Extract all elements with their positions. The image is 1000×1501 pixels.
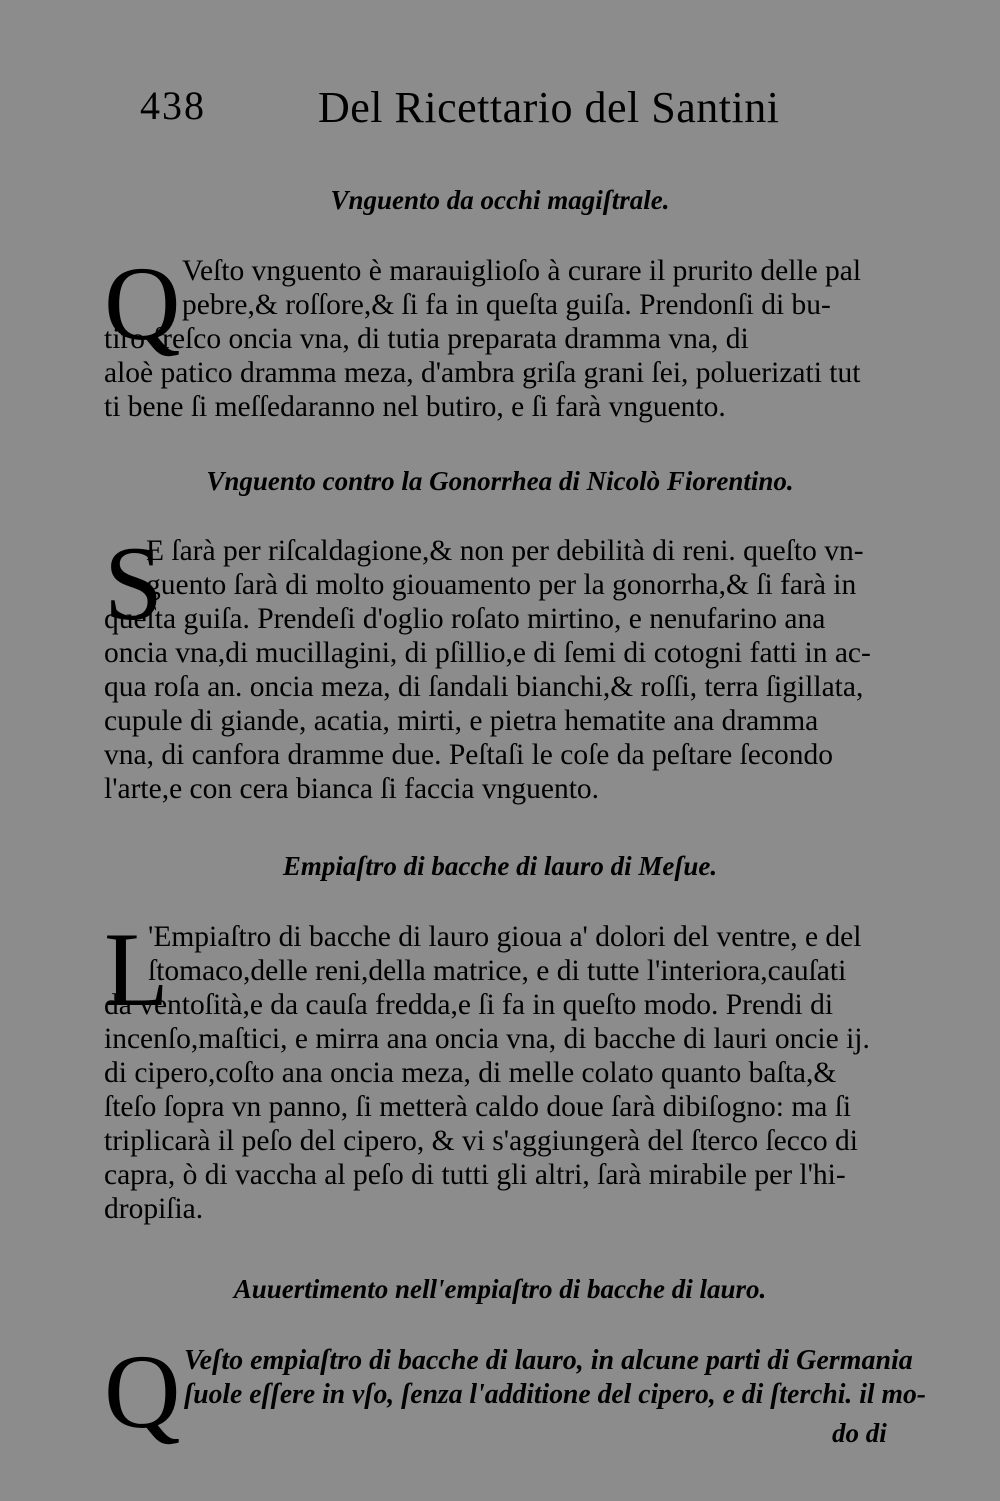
- text-line: qua roſa an. oncia meza, di ſandali bianchi,& roſſi, terra ſigillata,: [104, 671, 864, 703]
- running-head: [0, 82, 1000, 142]
- text-line: incenſo,maſtici, e mirra ana oncia vna, di bacche di lauri oncie ij.: [104, 1023, 870, 1055]
- text-line: capra, ò di vaccha al peſo di tutti gli altri, ſarà mirabile per l'hi-: [104, 1159, 846, 1191]
- text-line: tiro freſco oncia vna, di tutia preparata dramma vna, di: [104, 323, 749, 355]
- text-line: oncia vna,di mucillagini, di pſillio,e di ſemi di cotogni fatti in ac-: [104, 637, 871, 669]
- page-number: 438: [140, 83, 206, 128]
- section-heading: Vnguento contro la Gonorrhea di Nicolò Fiorentino.: [206, 466, 794, 496]
- text-line: aloè patico dramma meza, d'ambra griſa grani ſei, poluerizati tut: [104, 357, 861, 389]
- text-line: guento ſarà di molto giouamento per la gonorrha,& ſi farà in: [146, 569, 857, 601]
- text-line: vna, di canfora dramme due. Peſtaſi le coſe da peſtare ſecondo: [104, 739, 833, 771]
- section-heading: Vnguento da occhi magiſtrale.: [330, 185, 670, 215]
- text-line: l'arte,e con cera bianca ſi faccia vnguento.: [104, 773, 600, 805]
- text-line: E ſarà per riſcaldagione,& non per debilità di reni. queſto vn-: [146, 535, 864, 567]
- text-line: ti bene ſi meſſedaranno nel butiro, e ſi farà vnguento.: [104, 391, 726, 423]
- drop-cap: Q: [104, 245, 181, 362]
- drop-cap: L: [104, 911, 169, 1028]
- text-line: 'Empiaſtro di bacche di lauro gioua a' dolori del ventre, e del: [148, 921, 862, 953]
- text-line: Veſto vnguento è marauiglioſo à curare il prurito delle pal: [182, 255, 862, 287]
- text-line: da ventoſità,e da cauſa fredda,e ſi fa in queſto modo. Prendi di: [104, 989, 834, 1021]
- text-line: ſteſo ſopra vn panno, ſi metterà caldo doue ſarà dibiſogno: ma ſi: [104, 1091, 852, 1123]
- text-line: ſuole eſſere in vſo, ſenza l'additione del cipero, e di ſterchi. il mo-: [184, 1379, 926, 1410]
- text-line: ſtomaco,delle reni,della matrice, e di tutte l'interiora,cauſati: [148, 955, 847, 987]
- text-line: Veſto empiaſtro di bacche di lauro, in alcune parti di Germania: [184, 1345, 913, 1376]
- text-line: queſta guiſa. Prendeſi d'oglio roſato mirtino, e nenufarino ana: [104, 603, 826, 635]
- text-line: cupule di giande, acatia, mirti, e pietra hematite ana dramma: [104, 705, 819, 737]
- text-line: pebre,& roſſore,& ſi fa in queſta guiſa. Prendonſi di bu-: [182, 289, 831, 321]
- text-line: triplicarà il peſo del cipero, & vi s'aggiungerà del ſterco ſecco di: [104, 1125, 858, 1157]
- text-line: dropiſia.: [104, 1193, 204, 1225]
- section-heading: Auuertimento nell'empiaſtro di bacche di lauro.: [233, 1274, 767, 1304]
- running-title: Del Ricettario del Santini: [318, 83, 780, 132]
- drop-cap: Q: [104, 1333, 181, 1450]
- drop-cap: S: [104, 525, 163, 642]
- text-line: di cipero,coſto ana oncia meza, di melle colato quanto baſta,&: [104, 1057, 837, 1089]
- section-heading: Empiaſtro di bacche di lauro di Meſue.: [282, 851, 718, 881]
- catchword: do di: [832, 1418, 887, 1448]
